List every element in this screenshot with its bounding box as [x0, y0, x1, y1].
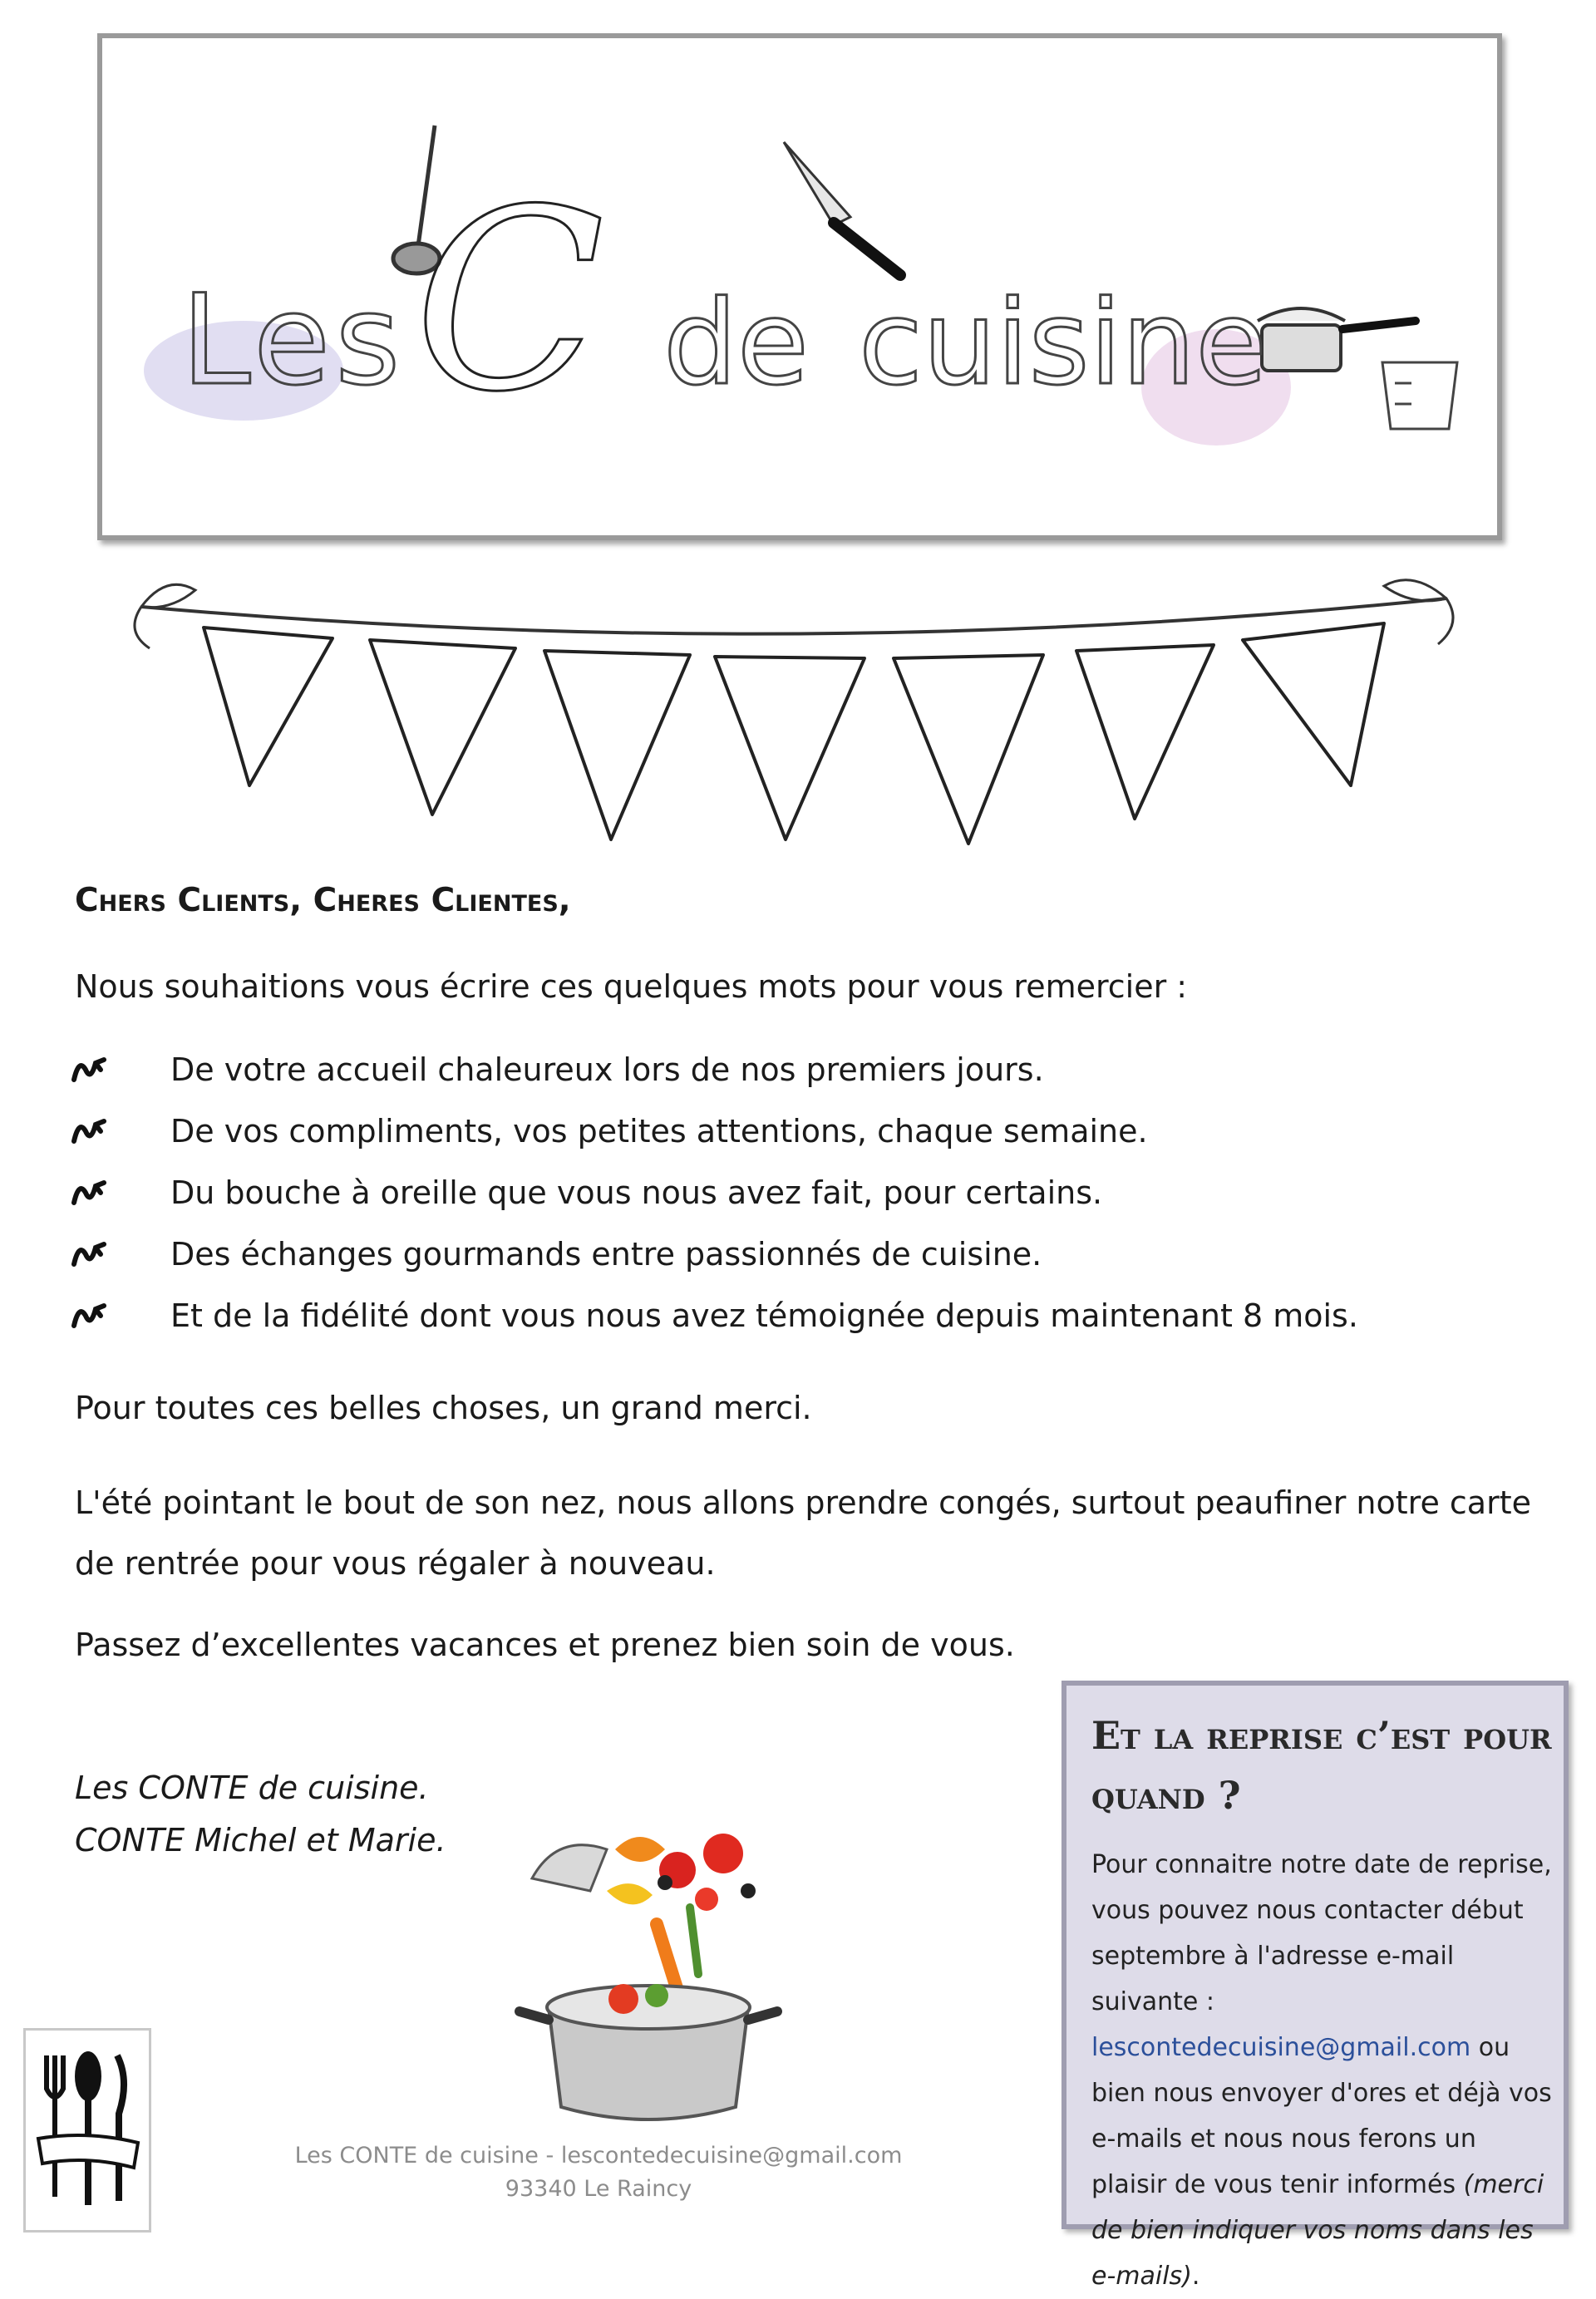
cutlery-logo-icon [23, 2028, 151, 2233]
measuring-cup-icon [1382, 362, 1457, 429]
reprise-text-italic: (merci de bien indiquer vos noms dans les e-mails) [1091, 2170, 1544, 2291]
swirl-arrow-icon [71, 1301, 111, 1331]
list-item [71, 1050, 1358, 1111]
signature-line-2: CONTE Michel et Marie. [75, 1822, 446, 1858]
reprise-text-1: Pour connaitre notre date de reprise, vous pouvez nous contacter début septembre à l'adresse e-mail suivante : [1091, 1850, 1552, 2016]
reprise-text-2: ou bien nous envoyer d'ores et déjà vos e-mails et nous nous ferons un plaisir de vous tenir informés [1091, 2033, 1552, 2199]
banner-title-cuisine: cuisine [859, 276, 1268, 411]
list-item-text: Du bouche à oreille que vous nous avez fait, pour certains. [170, 1174, 1103, 1211]
reprise-text-end: . [1191, 2262, 1200, 2291]
footer-line-1: Les CONTE de cuisine - lescontedecuisine@gmail.com [294, 2143, 903, 2169]
footer-line-2: 93340 Le Raincy [505, 2176, 692, 2202]
list-item [71, 1234, 1358, 1296]
summer-paragraph: L'été pointant le bout de son nez, nous allons prendre congés, surtout peaufiner notre carte de rentrée pour vous régaler à nouveau. [75, 1484, 1531, 1582]
list-item-text: De vos compliments, vos petites attentions, chaque semaine. [170, 1113, 1148, 1150]
knife-icon [784, 142, 900, 275]
swirl-arrow-icon [71, 1178, 111, 1208]
banner-title-les: Les [181, 268, 406, 413]
reprise-body [1091, 1842, 1557, 2299]
signature-line-1: Les CONTE de cuisine. [75, 1770, 429, 1806]
garland-illustration [0, 565, 1596, 856]
contact-email-link[interactable]: lescontedecuisine@gmail.com [1091, 2033, 1471, 2062]
merci-text: Pour toutes ces belles choses, un grand merci. [75, 1390, 812, 1426]
banner-title-de: de [663, 276, 809, 411]
reprise-title: Et la reprise c’est pour quand ? [1091, 1713, 1552, 1818]
header-banner [97, 33, 1502, 540]
vacances-text: Passez d’excellentes vacances et prenez bien soin de vous. [75, 1627, 1015, 1663]
list-item-text: Des échanges gourmands entre passionnés de cuisine. [170, 1236, 1042, 1273]
list-item [71, 1296, 1358, 1357]
list-item-text: Et de la fidélité dont vous nous avez témoignée depuis maintenant 8 mois. [170, 1297, 1358, 1334]
list-item [71, 1173, 1358, 1234]
banner-title-c: C [414, 156, 605, 446]
swirl-arrow-icon [71, 1055, 111, 1085]
thanks-list [71, 1050, 1358, 1357]
swirl-arrow-icon [71, 1239, 111, 1269]
swirl-arrow-icon [71, 1116, 111, 1146]
list-item [71, 1111, 1358, 1173]
list-item-text: De votre accueil chaleureux lors de nos premiers jours. [170, 1051, 1044, 1088]
intro-text: Nous souhaitions vous écrire ces quelques mots pour vous remercier : [75, 968, 1188, 1005]
cooking-pot-icon [499, 1799, 798, 2149]
greeting: Chers Clients, Cheres Clientes, [75, 882, 571, 919]
